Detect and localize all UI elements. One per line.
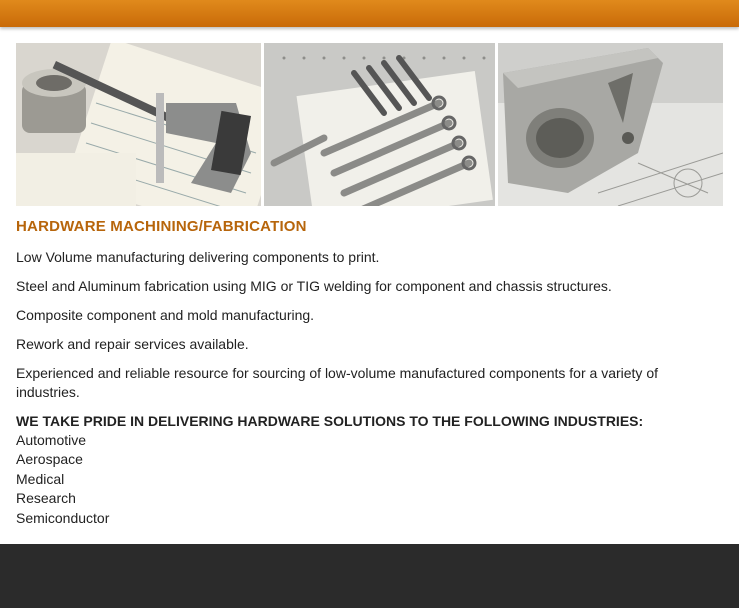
main-content bbox=[16, 218, 706, 528]
industries-list bbox=[16, 431, 706, 528]
rod-assemblies-photo bbox=[264, 43, 495, 206]
bracket-photo bbox=[498, 43, 723, 206]
micrometer-photo bbox=[16, 43, 261, 206]
intro-paragraph-1: Low Volume manufacturing delivering components to print. bbox=[16, 249, 380, 265]
page-title: HARDWARE MACHINING/FABRICATION bbox=[16, 218, 307, 235]
industry-item: Automotive bbox=[16, 432, 87, 448]
intro-paragraph-3: Composite component and mold manufacturing. bbox=[16, 307, 315, 323]
page-footer bbox=[0, 544, 739, 608]
industry-item: Research bbox=[16, 490, 76, 507]
intro-paragraph-4: Rework and repair services available. bbox=[16, 336, 249, 352]
top-header-bar bbox=[0, 0, 739, 27]
industry-item: Medical bbox=[16, 470, 65, 487]
intro-paragraph-2: Steel and Aluminum fabrication using MIG or TIG welding for component and chassis structures. bbox=[16, 278, 612, 294]
industry-item: Semiconductor bbox=[16, 509, 110, 526]
industries-heading: WE TAKE PRIDE IN DELIVERING HARDWARE SOLUTIONS TO THE FOLLOWING INDUSTRIES: bbox=[16, 413, 644, 429]
intro-paragraph-5: Experienced and reliable resource for sourcing of low-volume manufactured components for a variety of industries. bbox=[16, 365, 658, 400]
industry-item: Aerospace bbox=[16, 451, 83, 468]
photo-gallery bbox=[16, 43, 723, 206]
